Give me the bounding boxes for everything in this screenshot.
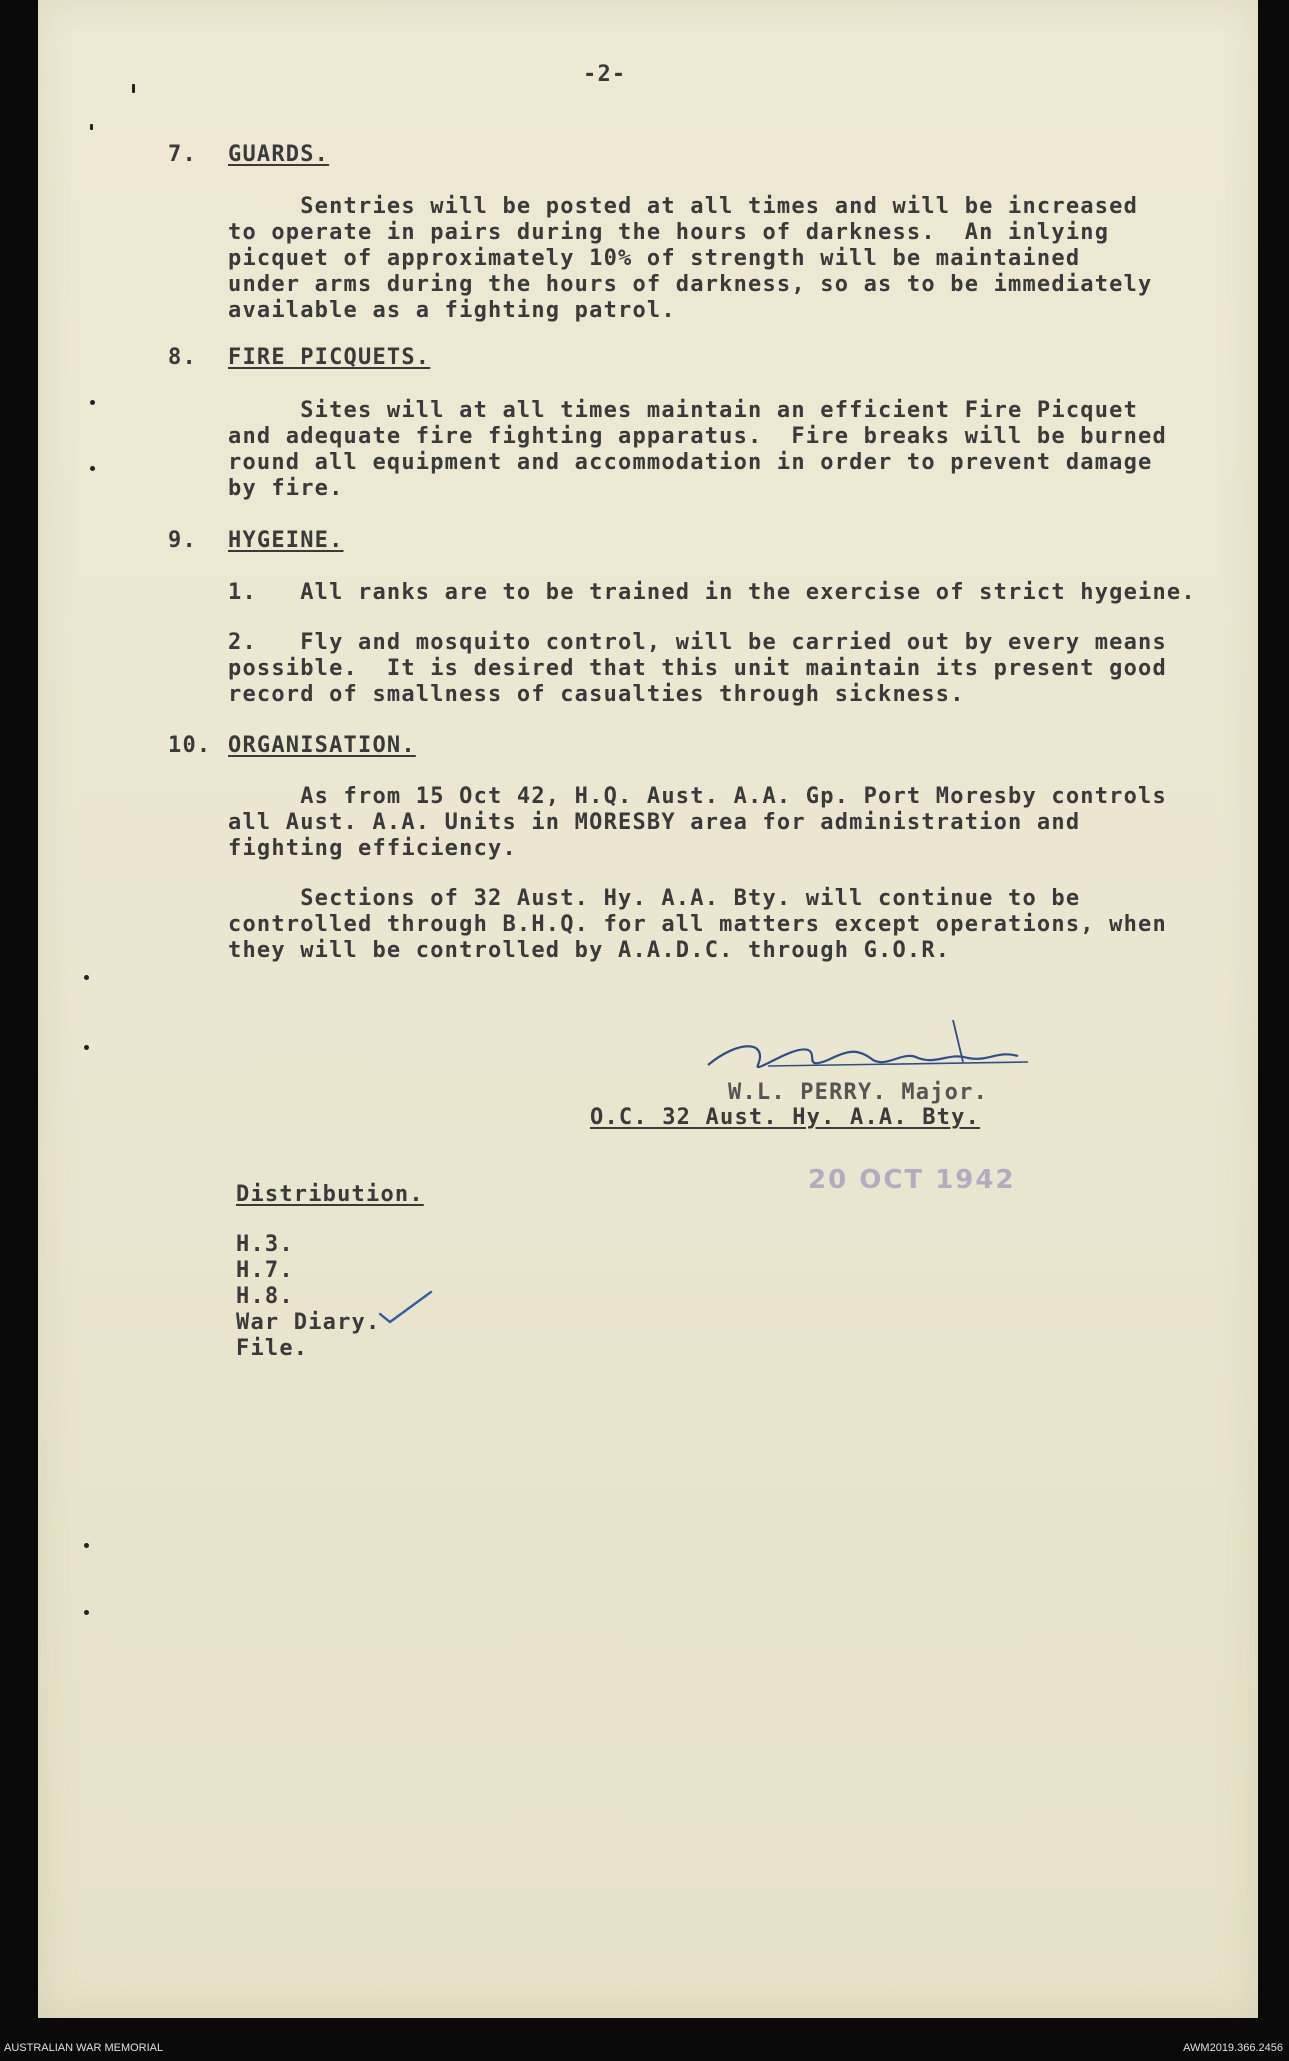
section-7-number: 7. xyxy=(168,142,197,167)
section-7-line-1: Sentries will be posted at all times and will be increased xyxy=(228,194,1139,219)
section-9-line-1: 1. All ranks are to be trained in the exercise of strict hygeine. xyxy=(228,580,1196,605)
signature-name: W.L. PERRY. Major. xyxy=(728,1080,989,1105)
section-8-line-1: Sites will at all times maintain an efficient Fire Picquet xyxy=(228,398,1139,423)
section-7-line-5: available as a fighting patrol. xyxy=(228,298,676,323)
section-9-title: HYGEINE. xyxy=(228,528,344,553)
section-9-line-4: possible. It is desired that this unit maintain its present good xyxy=(228,656,1167,681)
section-10-line-6: controlled through B.H.Q. for all matters except operations, when xyxy=(228,912,1167,937)
page-number: -2- xyxy=(583,62,627,87)
footer-left: AUSTRALIAN WAR MEMORIAL xyxy=(4,2042,164,2054)
section-10-number: 10. xyxy=(168,733,212,758)
signature-title: O.C. 32 Aust. Hy. A.A. Bty. xyxy=(590,1105,981,1130)
check-mark-icon xyxy=(376,1286,436,1326)
distribution-item: H.8. xyxy=(236,1284,294,1309)
distribution-item: War Diary. xyxy=(236,1310,381,1335)
section-7-line-4: under arms during the hours of darkness, so as to be immediately xyxy=(228,272,1153,297)
date-stamp: 20 OCT 1942 xyxy=(808,1165,1016,1195)
section-10-line-1: As from 15 Oct 42, H.Q. Aust. A.A. Gp. Port Moresby controls xyxy=(228,784,1167,809)
section-8-line-4: by fire. xyxy=(228,476,344,501)
punch-hole-mark xyxy=(84,1543,89,1548)
section-7-title: GUARDS. xyxy=(228,142,330,167)
section-8-line-2: and adequate fire fighting apparatus. Fire breaks will be burned xyxy=(228,424,1167,449)
punch-hole-mark xyxy=(90,400,95,405)
punch-hole-mark xyxy=(84,1045,89,1050)
section-8-title: FIRE PICQUETS. xyxy=(228,345,431,370)
distribution-heading: Distribution. xyxy=(236,1182,424,1207)
section-8-line-3: round all equipment and accommodation in order to prevent damage xyxy=(228,450,1153,475)
section-9-line-3: 2. Fly and mosquito control, will be carried out by every means xyxy=(228,630,1167,655)
document-page xyxy=(38,0,1258,2018)
section-7-line-3: picquet of approximately 10% of strength will be maintained xyxy=(228,246,1081,271)
section-10-line-2: all Aust. A.A. Units in MORESBY area for administration and xyxy=(228,810,1081,835)
signature-scribble xyxy=(698,1010,1058,1090)
section-7-line-2: to operate in pairs during the hours of darkness. An inlying xyxy=(228,220,1110,245)
section-10-line-7: they will be controlled by A.A.D.C. through G.O.R. xyxy=(228,938,951,963)
punch-hole-mark xyxy=(90,466,95,471)
section-10-line-5: Sections of 32 Aust. Hy. A.A. Bty. will continue to be xyxy=(228,886,1081,911)
edge-mark xyxy=(132,84,135,93)
section-9-line-5: record of smallness of casualties through sickness. xyxy=(228,682,965,707)
section-10-line-3: fighting efficiency. xyxy=(228,836,517,861)
edge-mark xyxy=(90,124,93,130)
distribution-item: H.7. xyxy=(236,1258,294,1283)
section-8-number: 8. xyxy=(168,345,197,370)
distribution-item: File. xyxy=(236,1336,309,1361)
section-9-number: 9. xyxy=(168,528,197,553)
punch-hole-mark xyxy=(84,1610,89,1615)
section-10-title: ORGANISATION. xyxy=(228,733,416,758)
punch-hole-mark xyxy=(84,975,89,980)
distribution-item: H.3. xyxy=(236,1232,294,1257)
footer-right: AWM2019.366.2456 xyxy=(1183,2042,1283,2054)
